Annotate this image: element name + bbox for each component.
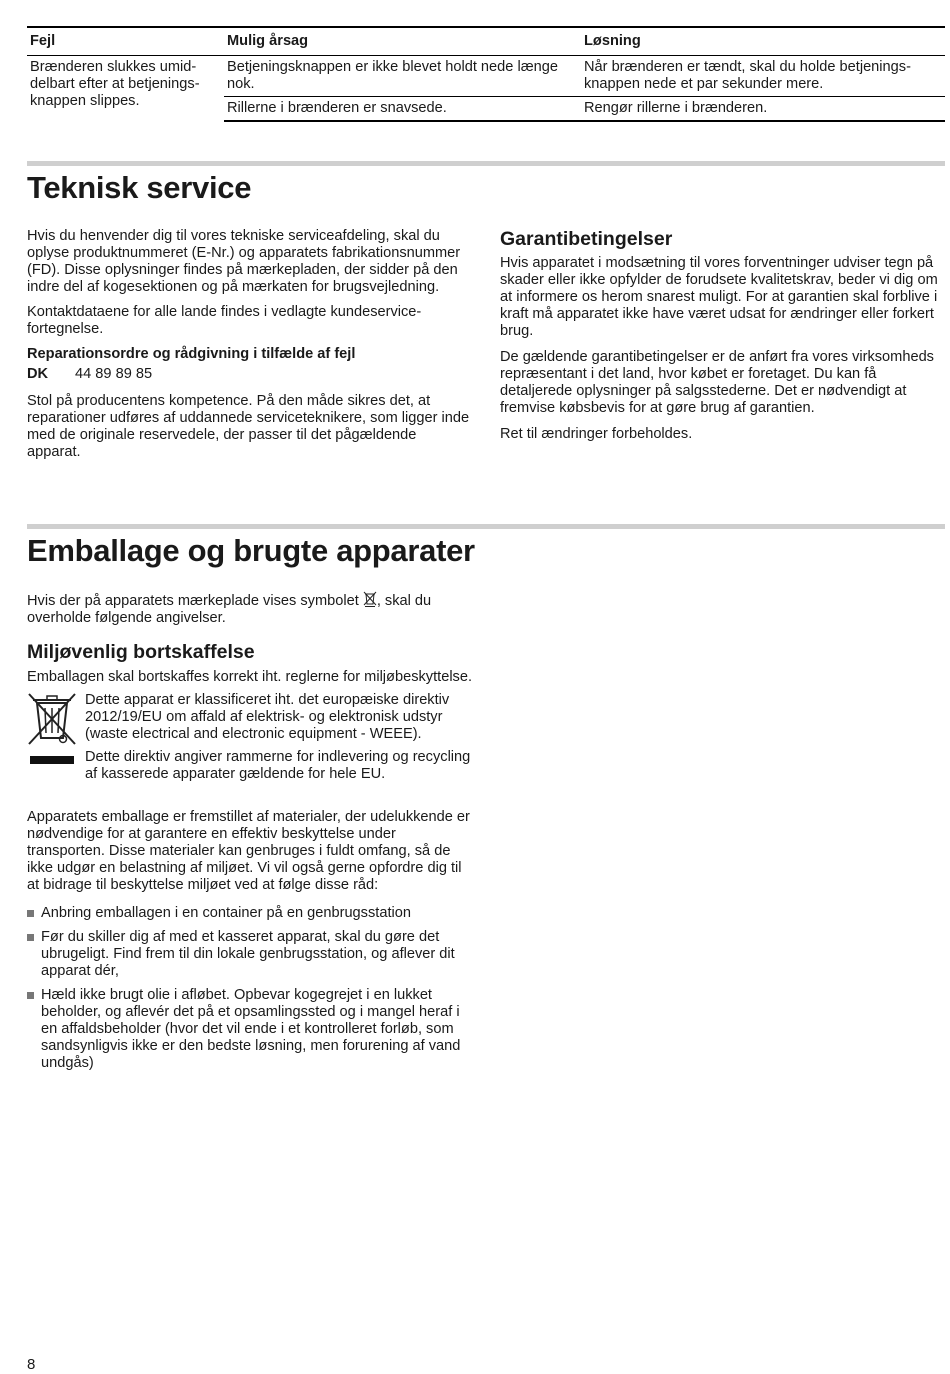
- service-intro: Hvis du henvender dig til vores tekniske serviceafdeling, skal du oplyse produktnummeret (E-Nr.) og apparatets fabrikationsnummer (FD). Disse oplysninger findes på mærkepladen, der sidder på den indre del af kogesektionen og på mærkaten for brugsvejledning.: [27, 228, 461, 295]
- country-code: DK: [27, 366, 49, 382]
- eco-title: Miljøvenlig bortskaffelse: [27, 641, 255, 663]
- solution-cell: Rengør rillerne i brænderen.: [581, 97, 945, 122]
- table-row: [27, 56, 945, 97]
- advice-list: [27, 905, 473, 1072]
- header-fault: Fejl: [30, 33, 56, 49]
- service-title: Teknisk service: [27, 170, 252, 205]
- list-item: Anbring emballagen i en container på en genbrugsstation: [27, 905, 473, 922]
- page-number: 8: [27, 1356, 36, 1373]
- weee-small-icon: [363, 591, 377, 607]
- weee-p2: Dette direktiv angiver rammerne for indlevering og recycling af kasserede apparater gældende for hele EU.: [85, 749, 471, 782]
- warranty-p3: Ret til ændringer forbeholdes.: [500, 426, 693, 442]
- weee-notice: [27, 692, 473, 789]
- service-contacts: Kontaktdataene for alle lande findes i vedlagte kundeservice-fortegnelse.: [27, 304, 422, 337]
- bullet-icon: [27, 992, 34, 999]
- fault-table: [27, 26, 945, 122]
- bullet-icon: [27, 934, 34, 941]
- phone-number: 44 89 89 85: [75, 366, 153, 382]
- packaging-body: Apparatets emballage er fremstillet af materialer, der udelukkende er nødvendige for at garantere en effektiv beskyttelse under transporten. Disse materialer kan genbruges i fuldt omfang, så de ikke udgør en belastning af miljøet. Vi vil også gerne opfordre dig til at bidrage til beskyttelse miljøet ved at følge disse råd:: [27, 809, 470, 893]
- fault-cell: Brænderen slukkes umid-delbart efter at betjenings-knappen slippes.: [30, 59, 200, 109]
- header-solution: Løsning: [584, 33, 641, 49]
- bullet-icon: [27, 910, 34, 917]
- list-item: Før du skiller dig af med et kasseret apparat, skal du gøre det ubrugeligt. Find frem til din lokale genbrugsstation, og aflever dit apparat dér,: [27, 929, 473, 980]
- eco-intro: Emballagen skal bortskaffes korrekt iht. reglerne for miljøbeskyttelse.: [27, 669, 473, 685]
- section-divider: [27, 524, 945, 529]
- weee-p1: Dette apparat er klassificeret iht. det europæiske direktiv 2012/19/EU om affald af elektrisk- og elektronisk udstyr (waste electrical and electronic equipment - WEEE).: [85, 692, 450, 742]
- fault-table-block: [27, 26, 945, 122]
- repair-heading: Reparationsordre og rådgivning i tilfælde af fejl: [27, 346, 356, 362]
- list-item: Hæld ikke brugt olie i afløbet. Opbevar kogegrejet i en lukket beholder, og aflevér det på et opsamlingssted og i mangel heraf i en affaldsbeholder (hvor det vil ende i et kontrolleret forløb, som sandsynligvis ikke er den bedste løsning, men forurening af vand undgås): [27, 987, 473, 1072]
- header-cause: Mulig årsag: [227, 33, 309, 49]
- warranty-column: [500, 228, 945, 451]
- packaging-column: [27, 591, 473, 1079]
- cause-cell: Rillerne i brænderen er snavsede.: [224, 97, 581, 122]
- warranty-p2: De gældende garantibetingelser er de anført fra vores virksomheds repræsentant i det land, hvor købet er foretaget. Du kan få detaljerede oplysninger på salgsstederne. Det er nødvendigt at fremvise købsbevis for at gøre brug af garantien.: [500, 349, 934, 416]
- weee-bin-icon: [27, 692, 85, 789]
- warranty-title: Garantibetingelser: [500, 228, 673, 250]
- weee-text: [85, 692, 473, 789]
- section-divider: [27, 161, 945, 166]
- warranty-p1: Hvis apparatet i modsætning til vores forventninger udviser tegn på skader eller ikke opfylder de forudsete kvalitetskrav, beder vi dig om at informere os herom snarest muligt. For at garantien skal forblive i kraft må apparatet ikke have været udsat for ændringer eller forkert brug.: [500, 255, 938, 339]
- solution-cell: Når brænderen er tændt, skal du holde betjenings-knappen nede et par sekunder mere.: [584, 59, 911, 92]
- cause-cell: Betjeningsknappen er ikke blevet holdt nede længe nok.: [227, 59, 559, 92]
- service-trust: Stol på producentens kompetence. På den måde sikres det, at reparationer udføres af uddannede serviceteknikere, som ligger inde med de originale reservedele, der passer til det pågældende apparat.: [27, 393, 470, 460]
- dk-contact: [27, 366, 472, 383]
- packaging-title: Emballage og brugte apparater: [27, 533, 475, 568]
- fault-table-header: [27, 27, 945, 56]
- packaging-intro: Hvis der på apparatets mærkeplade vises symbolet , skal du overholde følgende angivelser.: [27, 593, 432, 626]
- service-column: [27, 228, 472, 469]
